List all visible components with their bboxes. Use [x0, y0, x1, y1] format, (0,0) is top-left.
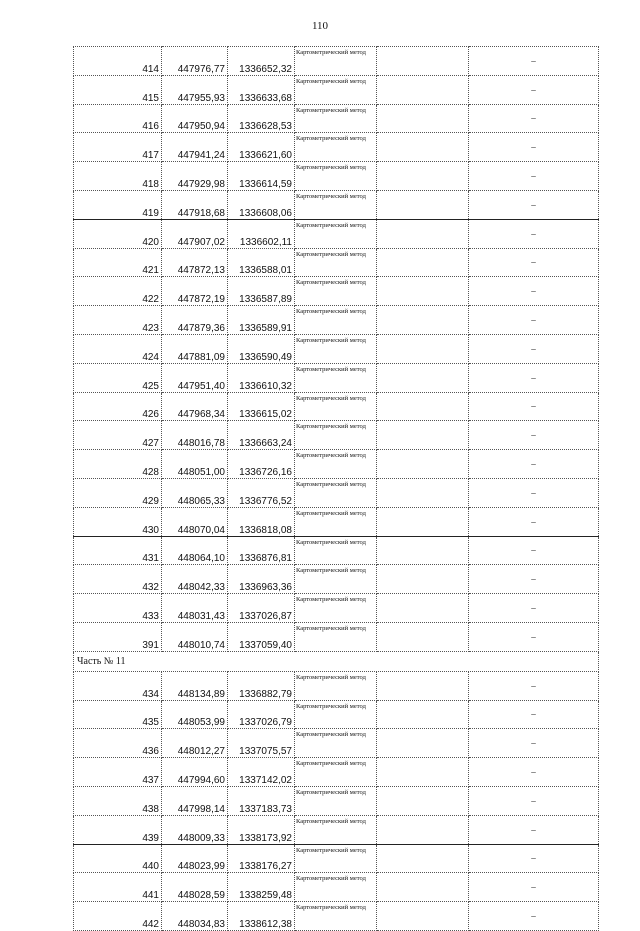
coordinates-table: [73, 46, 599, 931]
y-coordinate-cell: 1336633,68: [228, 75, 295, 104]
method-cell: Картометрический метод: [295, 507, 377, 536]
x-coordinate-cell: 448053,99: [162, 700, 228, 729]
dash-cell: –: [469, 133, 599, 162]
empty-cell: [377, 873, 469, 902]
point-id-cell: 415: [74, 75, 162, 104]
y-coordinate-cell: 1336621,60: [228, 133, 295, 162]
point-id-cell: 438: [74, 786, 162, 815]
x-coordinate-cell: 447881,09: [162, 334, 228, 363]
method-cell: Картометрический метод: [295, 334, 377, 363]
x-coordinate-cell: 447941,24: [162, 133, 228, 162]
table-row: [74, 536, 599, 565]
y-coordinate-cell: 1337142,02: [228, 758, 295, 787]
method-cell: Картометрический метод: [295, 622, 377, 651]
point-id-cell: 417: [74, 133, 162, 162]
empty-cell: [377, 277, 469, 306]
point-id-cell: 429: [74, 478, 162, 507]
x-coordinate-cell: 447879,36: [162, 306, 228, 335]
point-id-cell: 435: [74, 700, 162, 729]
point-id-cell: 414: [74, 47, 162, 76]
method-cell: Картометрический метод: [295, 306, 377, 335]
x-coordinate-cell: 447872,13: [162, 248, 228, 277]
empty-cell: [377, 536, 469, 565]
point-id-cell: 421: [74, 248, 162, 277]
x-coordinate-cell: 447872,19: [162, 277, 228, 306]
table-row: [74, 421, 599, 450]
x-coordinate-cell: 448051,00: [162, 450, 228, 479]
method-cell: Картометрический метод: [295, 248, 377, 277]
x-coordinate-cell: 448012,27: [162, 729, 228, 758]
y-coordinate-cell: 1336726,16: [228, 450, 295, 479]
point-id-cell: 416: [74, 104, 162, 133]
dash-cell: –: [469, 902, 599, 931]
table-body-part-10: [74, 47, 599, 652]
y-coordinate-cell: 1337059,40: [228, 622, 295, 651]
method-cell: Картометрический метод: [295, 786, 377, 815]
method-cell: Картометрический метод: [295, 190, 377, 219]
method-cell: Картометрический метод: [295, 478, 377, 507]
x-coordinate-cell: 448016,78: [162, 421, 228, 450]
table-row: [74, 306, 599, 335]
empty-cell: [377, 729, 469, 758]
dash-cell: –: [469, 190, 599, 219]
y-coordinate-cell: 1337026,87: [228, 594, 295, 623]
dash-cell: –: [469, 622, 599, 651]
table-row: [74, 873, 599, 902]
method-cell: Картометрический метод: [295, 277, 377, 306]
method-cell: Картометрический метод: [295, 75, 377, 104]
method-cell: Картометрический метод: [295, 815, 377, 844]
dash-cell: –: [469, 392, 599, 421]
empty-cell: [377, 902, 469, 931]
table-row: [74, 594, 599, 623]
dash-cell: –: [469, 104, 599, 133]
dash-cell: –: [469, 700, 599, 729]
table-row: [74, 334, 599, 363]
point-id-cell: 441: [74, 873, 162, 902]
x-coordinate-cell: 447955,93: [162, 75, 228, 104]
method-cell: Картометрический метод: [295, 758, 377, 787]
dash-cell: –: [469, 671, 599, 700]
empty-cell: [377, 75, 469, 104]
y-coordinate-cell: 1336818,08: [228, 507, 295, 536]
dash-cell: –: [469, 536, 599, 565]
y-coordinate-cell: 1336588,01: [228, 248, 295, 277]
table-row: [74, 786, 599, 815]
method-cell: Картометрический метод: [295, 104, 377, 133]
dash-cell: –: [469, 306, 599, 335]
method-cell: Картометрический метод: [295, 671, 377, 700]
empty-cell: [377, 786, 469, 815]
x-coordinate-cell: 448010,74: [162, 622, 228, 651]
x-coordinate-cell: 447998,14: [162, 786, 228, 815]
dash-cell: –: [469, 786, 599, 815]
x-coordinate-cell: 447951,40: [162, 363, 228, 392]
table-row: [74, 392, 599, 421]
empty-cell: [377, 671, 469, 700]
table-row: [74, 190, 599, 219]
point-id-cell: 423: [74, 306, 162, 335]
x-coordinate-cell: 447976,77: [162, 47, 228, 76]
table-row: [74, 902, 599, 931]
dash-cell: –: [469, 844, 599, 873]
point-id-cell: 425: [74, 363, 162, 392]
point-id-cell: 433: [74, 594, 162, 623]
point-id-cell: 442: [74, 902, 162, 931]
point-id-cell: 439: [74, 815, 162, 844]
method-cell: Картометрический метод: [295, 421, 377, 450]
point-id-cell: 391: [74, 622, 162, 651]
point-id-cell: 434: [74, 671, 162, 700]
y-coordinate-cell: 1336628,53: [228, 104, 295, 133]
dash-cell: –: [469, 277, 599, 306]
dash-cell: –: [469, 75, 599, 104]
x-coordinate-cell: 448064,10: [162, 536, 228, 565]
point-id-cell: 436: [74, 729, 162, 758]
point-id-cell: 431: [74, 536, 162, 565]
y-coordinate-cell: 1336610,32: [228, 363, 295, 392]
dash-cell: –: [469, 334, 599, 363]
dash-cell: –: [469, 729, 599, 758]
point-id-cell: 418: [74, 162, 162, 191]
table-row: [74, 104, 599, 133]
x-coordinate-cell: 448070,04: [162, 507, 228, 536]
dash-cell: –: [469, 565, 599, 594]
method-cell: Картометрический метод: [295, 162, 377, 191]
table-row: [74, 162, 599, 191]
y-coordinate-cell: 1336652,32: [228, 47, 295, 76]
method-cell: Картометрический метод: [295, 700, 377, 729]
dash-cell: –: [469, 162, 599, 191]
empty-cell: [377, 565, 469, 594]
y-coordinate-cell: 1338176,27: [228, 844, 295, 873]
x-coordinate-cell: 448134,89: [162, 671, 228, 700]
point-id-cell: 428: [74, 450, 162, 479]
empty-cell: [377, 844, 469, 873]
point-id-cell: 419: [74, 190, 162, 219]
dash-cell: –: [469, 507, 599, 536]
method-cell: Картометрический метод: [295, 844, 377, 873]
y-coordinate-cell: 1337026,79: [228, 700, 295, 729]
point-id-cell: 440: [74, 844, 162, 873]
empty-cell: [377, 622, 469, 651]
page-number: 110: [311, 20, 329, 32]
y-coordinate-cell: 1336608,06: [228, 190, 295, 219]
point-id-cell: 432: [74, 565, 162, 594]
method-cell: Картометрический метод: [295, 47, 377, 76]
empty-cell: [377, 507, 469, 536]
empty-cell: [377, 392, 469, 421]
y-coordinate-cell: 1336876,81: [228, 536, 295, 565]
table-row: [74, 219, 599, 248]
empty-cell: [377, 248, 469, 277]
part-label: Часть № 11: [74, 651, 599, 671]
y-coordinate-cell: 1338259,48: [228, 873, 295, 902]
y-coordinate-cell: 1336882,79: [228, 671, 295, 700]
y-coordinate-cell: 1336589,91: [228, 306, 295, 335]
method-cell: Картометрический метод: [295, 363, 377, 392]
empty-cell: [377, 478, 469, 507]
point-id-cell: 426: [74, 392, 162, 421]
x-coordinate-cell: 447994,60: [162, 758, 228, 787]
y-coordinate-cell: 1336590,49: [228, 334, 295, 363]
dash-cell: –: [469, 594, 599, 623]
x-coordinate-cell: 448028,59: [162, 873, 228, 902]
y-coordinate-cell: 1338173,92: [228, 815, 295, 844]
y-coordinate-cell: 1336963,36: [228, 565, 295, 594]
empty-cell: [377, 104, 469, 133]
empty-cell: [377, 450, 469, 479]
x-coordinate-cell: 448034,83: [162, 902, 228, 931]
x-coordinate-cell: 448031,43: [162, 594, 228, 623]
point-id-cell: 420: [74, 219, 162, 248]
x-coordinate-cell: 448042,33: [162, 565, 228, 594]
empty-cell: [377, 421, 469, 450]
empty-cell: [377, 700, 469, 729]
point-id-cell: 427: [74, 421, 162, 450]
dash-cell: –: [469, 873, 599, 902]
dash-cell: –: [469, 421, 599, 450]
dash-cell: –: [469, 758, 599, 787]
method-cell: Картометрический метод: [295, 565, 377, 594]
method-cell: Картометрический метод: [295, 133, 377, 162]
empty-cell: [377, 815, 469, 844]
table-row: [74, 363, 599, 392]
method-cell: Картометрический метод: [295, 594, 377, 623]
dash-cell: –: [469, 815, 599, 844]
empty-cell: [377, 162, 469, 191]
dash-cell: –: [469, 363, 599, 392]
table-row: [74, 844, 599, 873]
table-row: [74, 75, 599, 104]
empty-cell: [377, 306, 469, 335]
empty-cell: [377, 190, 469, 219]
table-row: [74, 133, 599, 162]
table-row: [74, 700, 599, 729]
x-coordinate-cell: 447907,02: [162, 219, 228, 248]
table-row: [74, 565, 599, 594]
x-coordinate-cell: 447929,98: [162, 162, 228, 191]
dash-cell: –: [469, 47, 599, 76]
x-coordinate-cell: 447968,34: [162, 392, 228, 421]
method-cell: Картометрический метод: [295, 902, 377, 931]
table-row: [74, 450, 599, 479]
empty-cell: [377, 133, 469, 162]
y-coordinate-cell: 1336663,24: [228, 421, 295, 450]
table-row: [74, 758, 599, 787]
x-coordinate-cell: 448023,99: [162, 844, 228, 873]
method-cell: Картометрический метод: [295, 392, 377, 421]
y-coordinate-cell: 1337075,57: [228, 729, 295, 758]
table-part-header: [74, 651, 599, 671]
dash-cell: –: [469, 219, 599, 248]
method-cell: Картометрический метод: [295, 873, 377, 902]
table-row: [74, 47, 599, 76]
method-cell: Картометрический метод: [295, 450, 377, 479]
empty-cell: [377, 594, 469, 623]
x-coordinate-cell: 447950,94: [162, 104, 228, 133]
dash-cell: –: [469, 450, 599, 479]
y-coordinate-cell: 1336602,11: [228, 219, 295, 248]
x-coordinate-cell: 447918,68: [162, 190, 228, 219]
x-coordinate-cell: 448065,33: [162, 478, 228, 507]
point-id-cell: 430: [74, 507, 162, 536]
y-coordinate-cell: 1336587,89: [228, 277, 295, 306]
x-coordinate-cell: 448009,33: [162, 815, 228, 844]
y-coordinate-cell: 1336614,59: [228, 162, 295, 191]
table-row: [74, 277, 599, 306]
table-row: [74, 671, 599, 700]
table-row: [74, 622, 599, 651]
point-id-cell: 424: [74, 334, 162, 363]
table-row: [74, 507, 599, 536]
method-cell: Картометрический метод: [295, 536, 377, 565]
y-coordinate-cell: 1336776,52: [228, 478, 295, 507]
method-cell: Картометрический метод: [295, 219, 377, 248]
empty-cell: [377, 334, 469, 363]
empty-cell: [377, 219, 469, 248]
empty-cell: [377, 363, 469, 392]
table-row: [74, 729, 599, 758]
dash-cell: –: [469, 248, 599, 277]
empty-cell: [377, 758, 469, 787]
method-cell: Картометрический метод: [295, 729, 377, 758]
y-coordinate-cell: 1337183,73: [228, 786, 295, 815]
table-row: [74, 815, 599, 844]
dash-cell: –: [469, 478, 599, 507]
point-id-cell: 437: [74, 758, 162, 787]
point-id-cell: 422: [74, 277, 162, 306]
table-row: [74, 248, 599, 277]
table-row: [74, 478, 599, 507]
table-body-part-11: [74, 671, 599, 930]
empty-cell: [377, 47, 469, 76]
y-coordinate-cell: 1336615,02: [228, 392, 295, 421]
y-coordinate-cell: 1338612,38: [228, 902, 295, 931]
part-header-row: [74, 651, 599, 671]
